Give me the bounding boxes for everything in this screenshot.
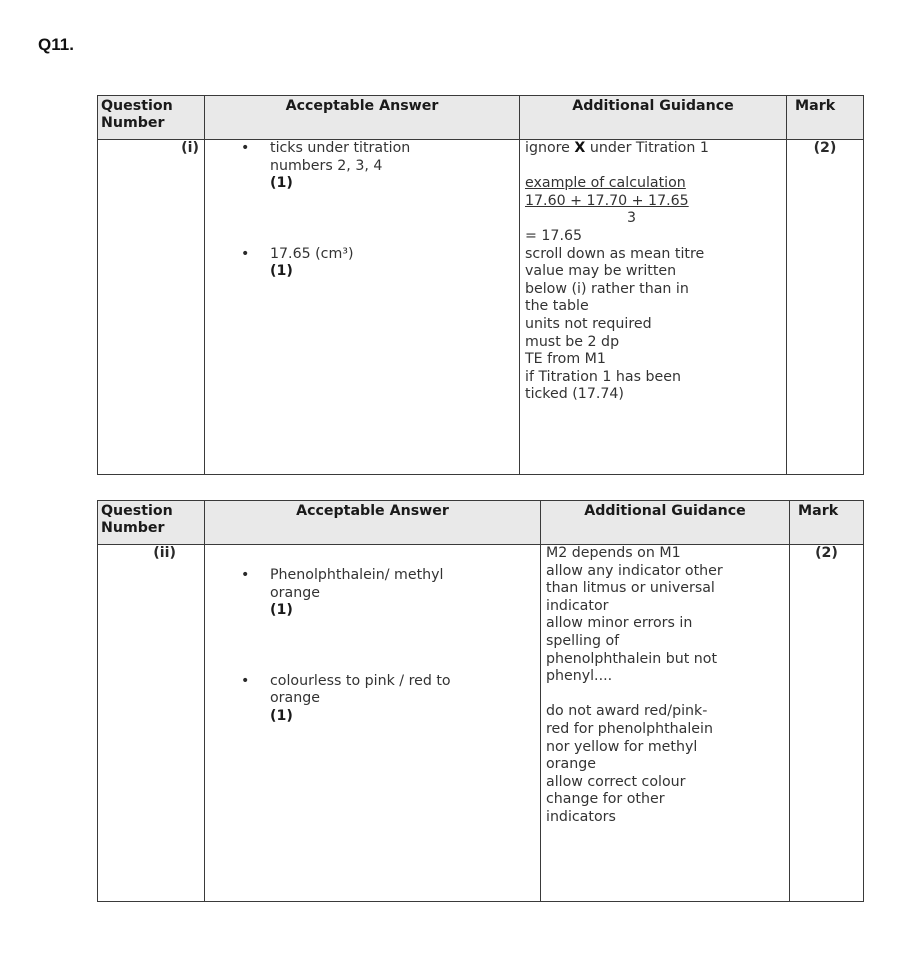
total-mark: (2) [787,140,864,475]
guidance-line: do not award red/pink- [546,703,708,720]
guidance-line: units not required [525,315,652,332]
header-question-number [98,501,205,545]
answer-line: colourless to pink / red to [270,672,451,689]
question-number: (ii) [98,545,205,902]
answer-line: 17.65 (cm³) [270,245,354,262]
header-question-number-line1: Question [101,98,173,114]
guidance-line: scroll down as mean titre [525,245,705,262]
guidance-line-ignore: ignore X under Titration 1 [525,140,709,156]
guidance-line: M2 depends on M1 [546,545,681,561]
answer-line: Phenolphthalein/ methyl [270,567,444,583]
header-mark: Mark [790,501,864,545]
answer-mark-point: (1) [270,602,293,619]
guidance-line: indicator [546,597,609,614]
question-title: Q11. [38,35,74,54]
mark-scheme-table-part-ii [97,500,864,902]
guidance-line: allow correct colour [546,773,686,790]
answer-line: orange [270,690,320,707]
header-acceptable-answer: Acceptable Answer [205,96,520,140]
guidance-line: spelling of [546,632,620,649]
header-question-number [98,96,205,140]
answer-line: ticks under titration [270,140,411,156]
answer-item [210,246,514,281]
guidance-calc-numerator: 17.60 + 17.70 + 17.65 [525,192,689,209]
answer-item [210,567,535,620]
additional-guidance-cell [520,140,787,475]
answer-line: numbers 2, 3, 4 [270,157,383,174]
answer-item [210,140,514,193]
guidance-example-heading: example of calculation [525,175,686,192]
guidance-line: allow minor errors in [546,615,693,632]
answer-item [210,673,535,726]
guidance-line: orange [546,756,596,773]
header-additional-guidance: Additional Guidance [541,501,790,545]
header-question-number-line2: Number [101,115,165,131]
header-acceptable-answer: Acceptable Answer [205,501,541,545]
guidance-line: phenolphthalein but not [546,650,718,667]
guidance-line: allow any indicator other [546,562,723,579]
guidance-calc-result: = 17.65 [525,227,583,244]
guidance-line: must be 2 dp [525,333,620,350]
guidance-line: red for phenolphthalein [546,720,713,737]
guidance-line: phenyl.... [546,668,613,685]
guidance-line: value may be written [525,263,677,280]
guidance-line: than litmus or universal [546,580,715,597]
table-row [98,140,864,475]
guidance-line: nor yellow for methyl [546,738,698,755]
header-additional-guidance: Additional Guidance [520,96,787,140]
table-header-row [98,501,864,545]
guidance-line: TE from M1 [525,351,606,368]
header-mark: Mark [787,96,864,140]
bullet-icon: • [241,567,250,583]
guidance-line: if Titration 1 has been [525,368,681,385]
guidance-line: below (i) rather than in [525,280,689,297]
header-question-number-line2: Number [101,520,165,536]
table-header-row [98,96,864,140]
guidance-calc-denominator: 3 [627,210,637,227]
acceptable-answer-cell [205,545,541,902]
total-mark: (2) [790,545,864,902]
answer-mark-point: (1) [270,175,293,192]
guidance-line: indicators [546,808,616,825]
table-row [98,545,864,902]
guidance-line: ticked (17.74) [525,386,624,403]
bullet-icon: • [241,140,250,156]
bullet-icon: • [241,672,250,689]
additional-guidance-cell [541,545,790,902]
answer-mark-point: (1) [270,707,293,724]
answer-line: orange [270,584,320,601]
guidance-line: change for other [546,791,665,808]
header-question-number-line1: Question [101,503,173,519]
acceptable-answer-cell [205,140,520,475]
bullet-icon: • [241,245,250,262]
answer-mark-point: (1) [270,263,293,280]
mark-scheme-table-part-i [97,95,864,475]
guidance-line: the table [525,298,589,315]
question-number: (i) [98,140,205,475]
